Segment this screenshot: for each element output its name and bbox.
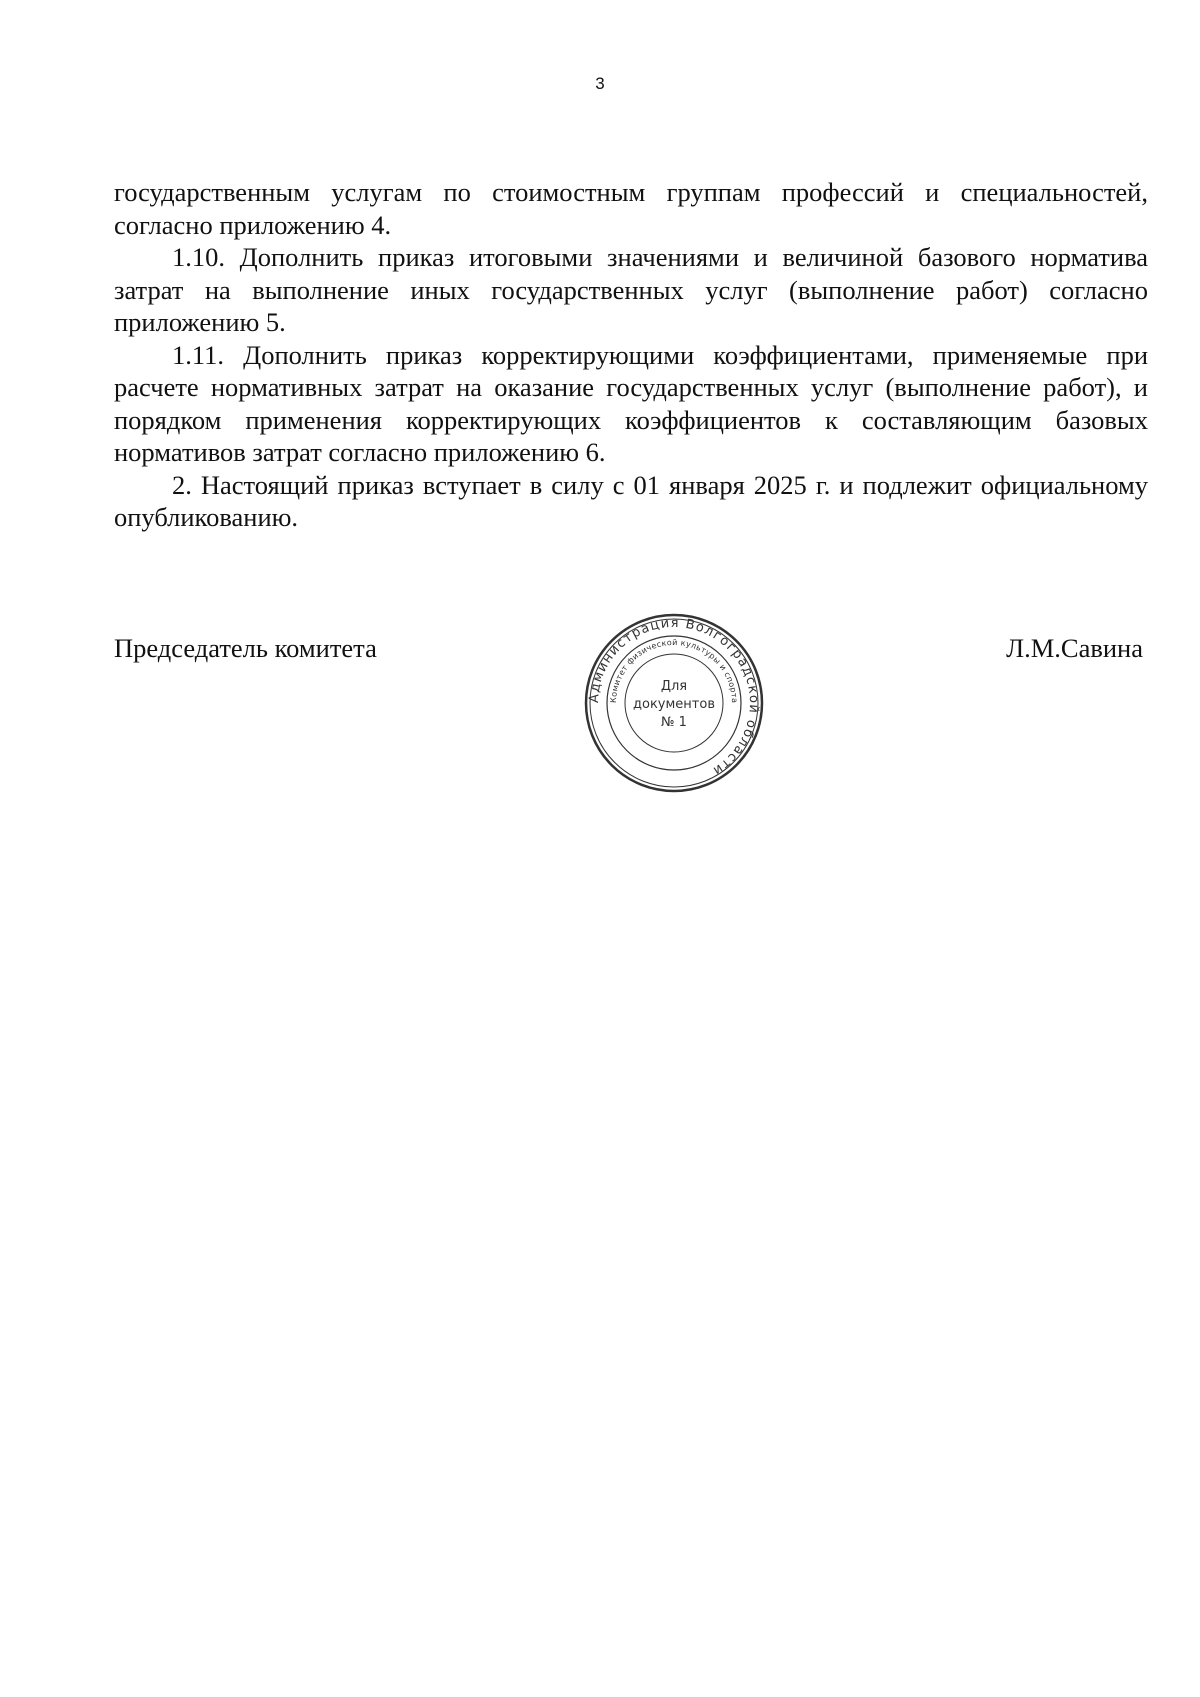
signatory-name: Л.М.Савина: [1006, 633, 1143, 663]
signatory-title: Председатель комитета: [114, 633, 377, 663]
seal-icon: [583, 612, 765, 794]
paragraph-1-11: 1.11. Дополнить приказ корректирующими коэффициентами, применяемые при расчете нормативных затрат на оказание государственных услуг (выполнение работ), и порядком применения корректирующих коэффициентов к составляющим базовых нормативов затрат согласно приложению 6.: [114, 339, 1148, 467]
official-seal: [583, 612, 765, 794]
paragraph-continuation: государственным услугам по стоимостным группам профессий и специальностей, согласно приложению 4.: [114, 177, 1148, 240]
paragraph-2: 2. Настоящий приказ вступает в силу с 01 января 2025 г. и подлежит официальному опубликованию.: [114, 469, 1148, 532]
seal-outer-text: Администрация Волгоградской области: [586, 615, 762, 779]
paragraph-1-10: 1.10. Дополнить приказ итоговыми значениями и величиной базового норматива затрат на выполнение иных государственных услуг (выполнение работ) согласно приложению 5.: [114, 242, 1148, 337]
seal-inner-text: Комитет физической культуры и спорта: [608, 637, 740, 704]
document-body: [114, 176, 1148, 534]
seal-center-line-1: Для: [660, 679, 688, 694]
seal-center-line-2: документов: [633, 697, 715, 712]
page-number: 3: [595, 74, 605, 93]
seal-center-line-3: № 1: [661, 715, 687, 730]
